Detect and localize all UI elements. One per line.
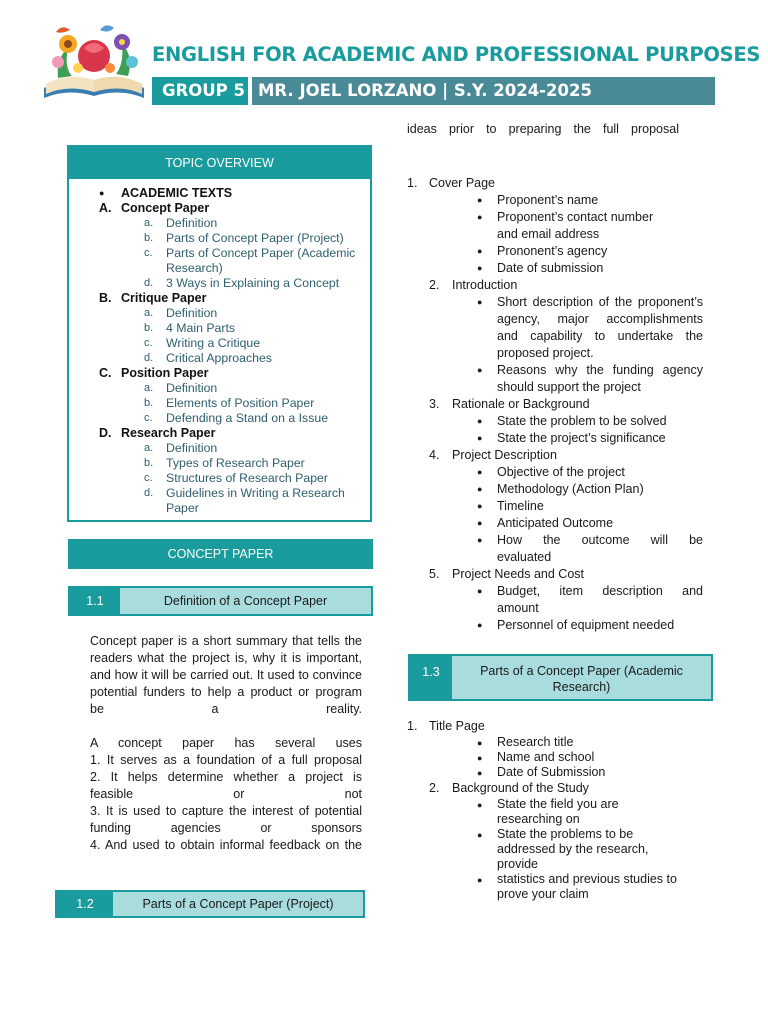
subitem-letter: c.	[144, 337, 153, 349]
overview-subitem	[69, 321, 370, 336]
bullet-line: ● Short description of the proponent’s	[497, 295, 703, 309]
item-title: Rationale or Background	[452, 397, 590, 411]
concept-paper-heading: CONCEPT PAPER	[68, 539, 373, 569]
bullet-line: ● Research title	[497, 735, 574, 749]
section-title: Research Paper	[121, 426, 216, 440]
section-letter: A.	[99, 201, 112, 215]
subitem-text: Guidelines in Writing a Research	[166, 486, 345, 500]
subitem-letter: a.	[144, 217, 154, 229]
bullet-item	[407, 209, 703, 243]
overview-section	[69, 366, 370, 381]
subitem-text: Definition	[166, 306, 218, 320]
bullet-line: ● Personnel of equipment needed	[497, 618, 675, 632]
numbered-item	[407, 718, 703, 735]
subitem-text: Elements of Position Paper	[166, 396, 315, 410]
bullet-line: ● Objective of the project	[497, 465, 625, 479]
overview-subitem	[69, 261, 370, 276]
subitem-letter: b.	[144, 322, 154, 334]
section-title: Position Paper	[121, 366, 209, 380]
numbered-item	[407, 277, 703, 294]
bullet-item	[407, 583, 703, 617]
subitem-letter: d.	[144, 277, 154, 289]
subitem-text: Paper	[166, 501, 199, 515]
paragraph-line: Concept paper is a short summary that tells the	[90, 634, 362, 648]
section-title: Definition of a Concept Paper	[120, 588, 371, 614]
bullet-line: ● State the problem to be solved	[497, 414, 667, 428]
subitem-text: Definition	[166, 216, 218, 230]
section-title: Critique Paper	[121, 291, 207, 305]
group-label: GROUP 5	[152, 77, 248, 105]
bullet-line: agency, major accomplishments	[497, 312, 703, 326]
bullet-line: provide	[497, 857, 538, 871]
overview-subitem	[69, 351, 370, 366]
bullet-line: ● State the field you are	[497, 797, 619, 811]
numbered-item	[407, 447, 703, 464]
paragraph-line: readers what the project is, why it is important,	[90, 651, 362, 665]
numbered-item	[407, 175, 703, 192]
bullet-item	[407, 872, 703, 902]
section-1-3-header	[408, 654, 713, 701]
paragraph-line: and how it will be carried out. It used to convince	[90, 668, 362, 682]
paragraph-line: be a reality.	[90, 702, 362, 716]
bullet-item	[407, 413, 703, 430]
overview-subitem	[69, 306, 370, 321]
bullet-line: ● How the outcome will be	[497, 533, 703, 547]
subitem-text: Definition	[166, 441, 218, 455]
overview-subitem	[69, 246, 370, 261]
research-parts-list	[407, 718, 703, 902]
project-parts-list	[407, 175, 703, 634]
bullet-line: evaluated	[497, 550, 552, 564]
paragraph-line: potential funders to help a product or program	[90, 685, 362, 699]
bullet-line: and capability to undertake the	[497, 329, 703, 343]
bullet-line: researching on	[497, 812, 580, 826]
bullet-item	[407, 532, 703, 566]
section-title: Parts of a Concept Paper (Academic Research)	[452, 656, 711, 699]
overview-subitem	[69, 396, 370, 411]
academic-texts-bullet: ● ACADEMIC TEXTS	[69, 185, 370, 201]
subitem-letter: a.	[144, 382, 154, 394]
overview-section	[69, 291, 370, 306]
overview-subitem	[69, 411, 370, 426]
bullet-line: ● State the project’s significance	[497, 431, 666, 445]
bullet-item	[407, 765, 703, 780]
item-number: 2.	[429, 781, 440, 795]
section-number: 1.3	[410, 656, 452, 699]
item-title: Title Page	[429, 719, 485, 733]
topic-overview-list	[69, 179, 370, 516]
bullet-item	[407, 464, 703, 481]
overview-subitem	[69, 231, 370, 246]
item-title: Cover Page	[429, 176, 496, 190]
overview-subitem	[69, 486, 370, 501]
subitem-letter: c.	[144, 472, 153, 484]
bullet-line: ● Name and school	[497, 750, 595, 764]
bullet-item	[407, 260, 703, 277]
teacher-school-year: MR. JOEL LORZANO | S.Y. 2024-2025	[252, 77, 715, 105]
item-number: 3.	[429, 397, 440, 411]
subitem-text: Definition	[166, 381, 218, 395]
subitem-letter: c.	[144, 247, 153, 259]
subitem-text: Critical Approaches	[166, 351, 272, 365]
bullet-item	[407, 481, 703, 498]
paragraph-line: 3. It is used to capture the interest of potential	[90, 804, 362, 818]
item-number: 2.	[429, 278, 440, 292]
subitem-text: Parts of Concept Paper (Academic	[166, 246, 356, 260]
section-1-2-header	[55, 890, 365, 918]
concept-paper-uses	[90, 735, 362, 854]
bullet-line: ● Timeline	[497, 499, 544, 513]
section-letter: D.	[99, 426, 112, 440]
subitem-text: Defending a Stand on a Issue	[166, 411, 329, 425]
bullet-line: ● Reasons why the funding agency	[497, 363, 703, 377]
subitem-letter: d.	[144, 487, 154, 499]
bullet-line: ● Prononent’s agency	[497, 244, 608, 258]
paragraph-line: 4. And used to obtain informal feedback on the	[90, 838, 362, 852]
bullet-item	[407, 192, 703, 209]
paragraph-line: 1. It serves as a foundation of a full proposal	[90, 753, 362, 767]
course-title: ENGLISH FOR ACADEMIC AND PROFESSIONAL PURPOSES	[152, 43, 761, 66]
continued-text: ideas prior to preparing the full proposal	[407, 122, 679, 136]
bullet-line: ● Proponent’s contact number	[497, 210, 654, 224]
overview-subitem	[69, 456, 370, 471]
section-number: 1.1	[70, 588, 120, 614]
section-letter: B.	[99, 291, 112, 305]
item-number: 1.	[407, 719, 418, 733]
item-title: Project Needs and Cost	[452, 567, 585, 581]
subitem-letter: c.	[144, 412, 153, 424]
item-number: 5.	[429, 567, 440, 581]
paragraph-line: A concept paper has several uses	[90, 736, 362, 750]
concept-paper-definition	[90, 633, 362, 718]
overview-section	[69, 201, 370, 216]
overview-section	[69, 426, 370, 441]
subitem-letter: b.	[144, 457, 154, 469]
bullet-item	[407, 515, 703, 532]
overview-subitem	[69, 501, 370, 516]
book-flowers-logo	[38, 18, 150, 108]
numbered-item	[407, 780, 703, 797]
section-letter: C.	[99, 366, 112, 380]
bullet-line: ● Anticipated Outcome	[497, 516, 614, 530]
overview-subitem	[69, 441, 370, 456]
overview-subitem	[69, 381, 370, 396]
bullet-line: ● Date of Submission	[497, 765, 606, 779]
paragraph-line: funding agencies or sponsors	[90, 821, 362, 835]
subitem-letter: a.	[144, 307, 154, 319]
overview-subitem	[69, 336, 370, 351]
numbered-item	[407, 566, 703, 583]
section-title: Parts of a Concept Paper (Project)	[113, 892, 363, 916]
bullet-line: ● Methodology (Action Plan)	[497, 482, 644, 496]
bullet-line: ● Budget, item description and	[497, 584, 703, 598]
bullet-line: and email address	[497, 227, 600, 241]
item-number: 1.	[407, 176, 418, 190]
bullet-line: prove your claim	[497, 887, 589, 901]
bullet-item	[407, 498, 703, 515]
subitem-letter: b.	[144, 232, 154, 244]
overview-subitem	[69, 216, 370, 231]
bullet-line: amount	[497, 601, 539, 615]
topic-overview-heading: TOPIC OVERVIEW	[69, 147, 370, 179]
bullet-line: proposed project.	[497, 346, 594, 360]
item-title: Project Description	[452, 448, 557, 462]
overview-subitem	[69, 471, 370, 486]
bullet-line: should support the project	[497, 380, 641, 394]
section-1-1-header	[68, 586, 373, 616]
bullet-line: ● Date of submission	[497, 261, 604, 275]
bullet-item	[407, 430, 703, 447]
paragraph-line: 2. It helps determine whether a project is	[90, 770, 362, 784]
subitem-text: Structures of Research Paper	[166, 471, 328, 485]
bullet-item	[407, 243, 703, 260]
subitem-letter: d.	[144, 352, 154, 364]
bullet-line: ● statistics and previous studies to	[497, 872, 677, 886]
subitem-text: 3 Ways in Explaining a Concept	[166, 276, 340, 290]
subitem-text: Parts of Concept Paper (Project)	[166, 231, 344, 245]
bullet-line: addressed by the research,	[497, 842, 649, 856]
bullet-item	[407, 362, 703, 396]
numbered-item	[407, 396, 703, 413]
bullet-line: ● State the problems to be	[497, 827, 634, 841]
bullet-item	[407, 735, 703, 750]
subitem-text: Types of Research Paper	[166, 456, 305, 470]
paragraph-line: feasible or not	[90, 787, 362, 801]
overview-subitem	[69, 276, 370, 291]
subitem-text: Writing a Critique	[166, 336, 261, 350]
subitem-text: Research)	[166, 261, 223, 275]
item-title: Introduction	[452, 278, 518, 292]
bullet-item	[407, 617, 703, 634]
bullet-line: ● Proponent’s name	[497, 193, 599, 207]
item-number: 4.	[429, 448, 440, 462]
bullet-item	[407, 750, 703, 765]
bullet-item	[407, 294, 703, 362]
subitem-letter: a.	[144, 442, 154, 454]
topic-overview-box	[67, 145, 372, 522]
subitem-text: 4 Main Parts	[166, 321, 236, 335]
bullet-item	[407, 827, 703, 872]
section-number: 1.2	[57, 892, 113, 916]
item-title: Background of the Study	[452, 781, 589, 795]
subitem-letter: b.	[144, 397, 154, 409]
bullet-item	[407, 797, 703, 827]
section-title: Concept Paper	[121, 201, 210, 215]
